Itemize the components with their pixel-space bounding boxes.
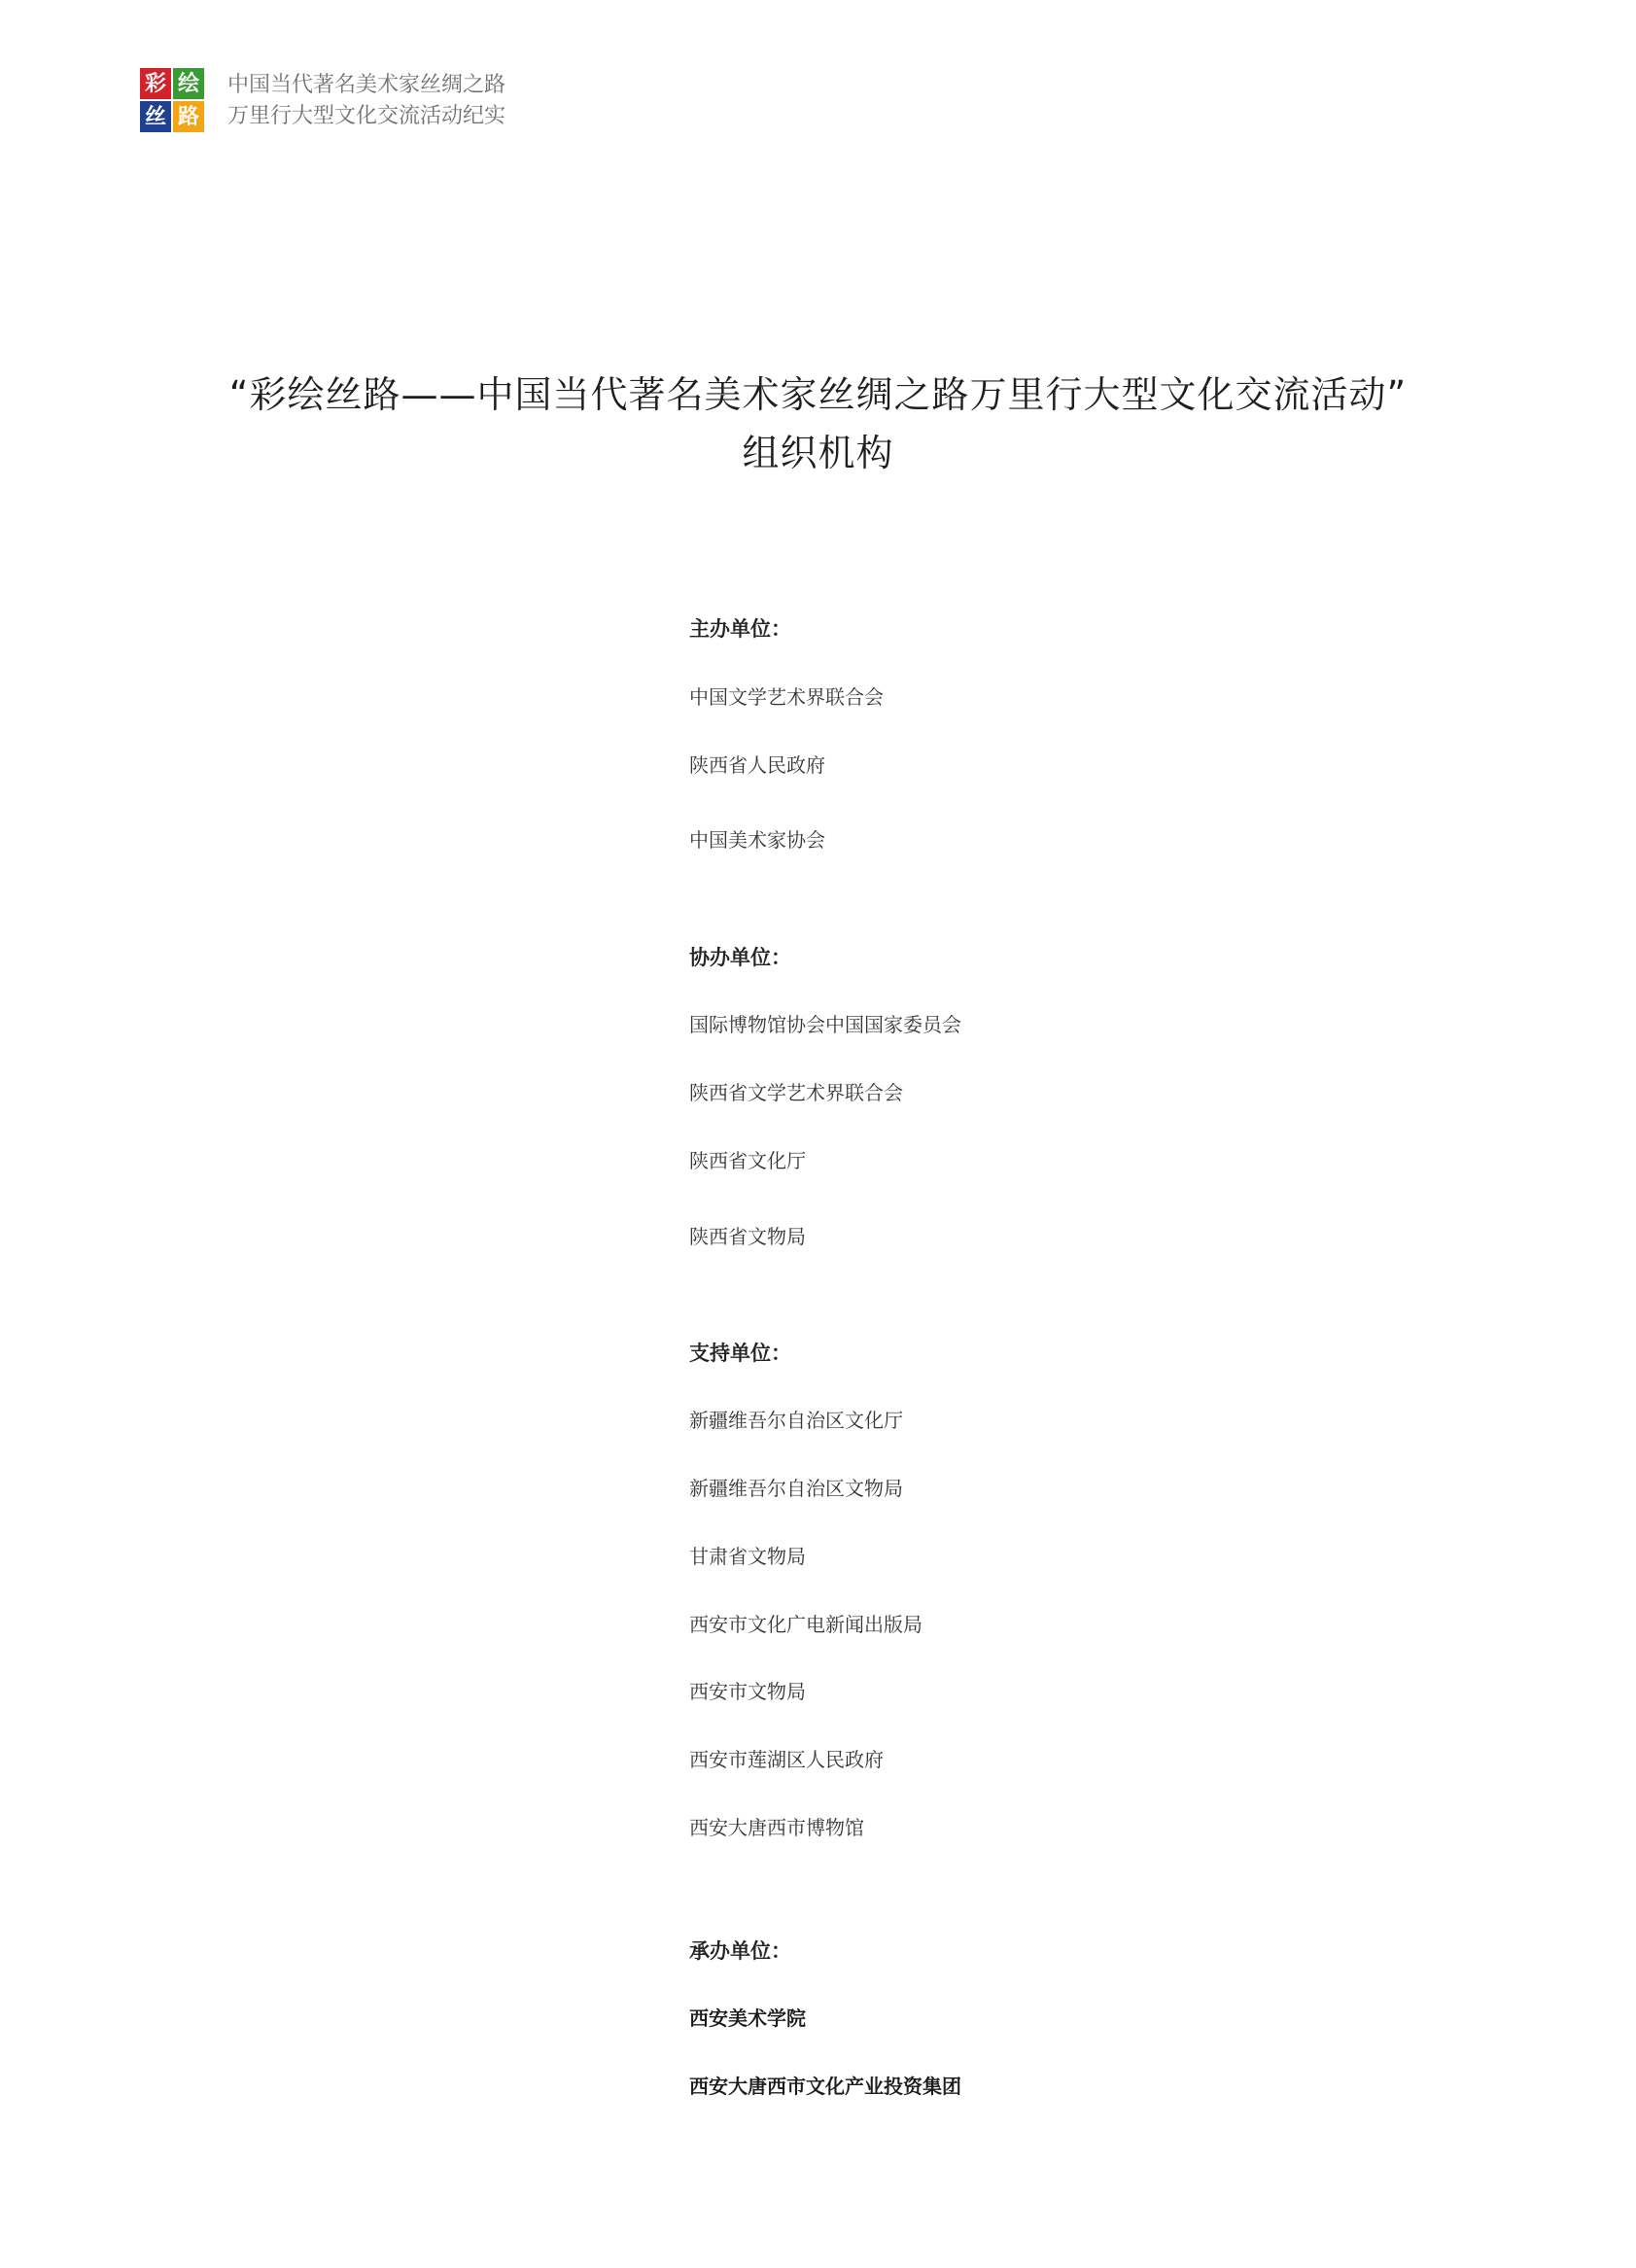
logo-tile-lu: 路 [173, 101, 204, 132]
undertakers-item: 西安美术学院 [689, 2006, 806, 2030]
co-organizers-item: 陕西省文学艺术界联合会 [689, 1081, 903, 1104]
header-caption [227, 70, 505, 132]
page-title-line2: 组织机构 [742, 432, 894, 474]
supporters-item: 西安市莲湖区人民政府 [689, 1748, 884, 1771]
co-organizers-heading: 协办单位： [689, 946, 791, 969]
supporters-heading: 支持单位： [689, 1342, 791, 1365]
hosts-item: 中国美术家协会 [689, 828, 825, 852]
supporters-item: 西安市文物局 [689, 1680, 806, 1703]
logo-tile-hui: 绘 [173, 68, 204, 99]
co-organizers-item: 陕西省文物局 [689, 1225, 806, 1248]
undertakers-heading: 承办单位： [689, 1939, 791, 1963]
header-caption-line1: 中国当代著名美术家丝绸之路 [227, 73, 506, 97]
hosts-item: 陕西省人民政府 [689, 753, 825, 777]
hosts-item: 中国文学艺术界联合会 [689, 685, 884, 709]
supporters-item: 西安市文化广电新闻出版局 [689, 1613, 922, 1636]
supporters-item: 新疆维吾尔自治区文化厅 [689, 1409, 903, 1432]
logo-tile-si: 丝 [140, 101, 171, 132]
caihui-silu-logo [140, 68, 204, 132]
co-organizers-item: 国际博物馆协会中国国家委员会 [689, 1013, 961, 1036]
header-caption-line2: 万里行大型文化交流活动纪实 [227, 104, 506, 128]
page-title-line1: “彩绘丝路——中国当代著名美术家丝绸之路万里行大型文化交流活动” [228, 373, 1408, 416]
supporters-item: 甘肃省文物局 [689, 1545, 806, 1568]
co-organizers-item: 陕西省文化厅 [689, 1149, 806, 1172]
hosts-heading: 主办单位： [689, 617, 791, 641]
supporters-item: 西安大唐西市博物馆 [689, 1816, 864, 1839]
undertakers-item: 西安大唐西市文化产业投资集团 [689, 2075, 961, 2098]
page-title [0, 366, 1636, 482]
page-header [140, 68, 645, 132]
logo-tile-cai: 彩 [140, 68, 171, 99]
supporters-item: 新疆维吾尔自治区文物局 [689, 1477, 903, 1500]
